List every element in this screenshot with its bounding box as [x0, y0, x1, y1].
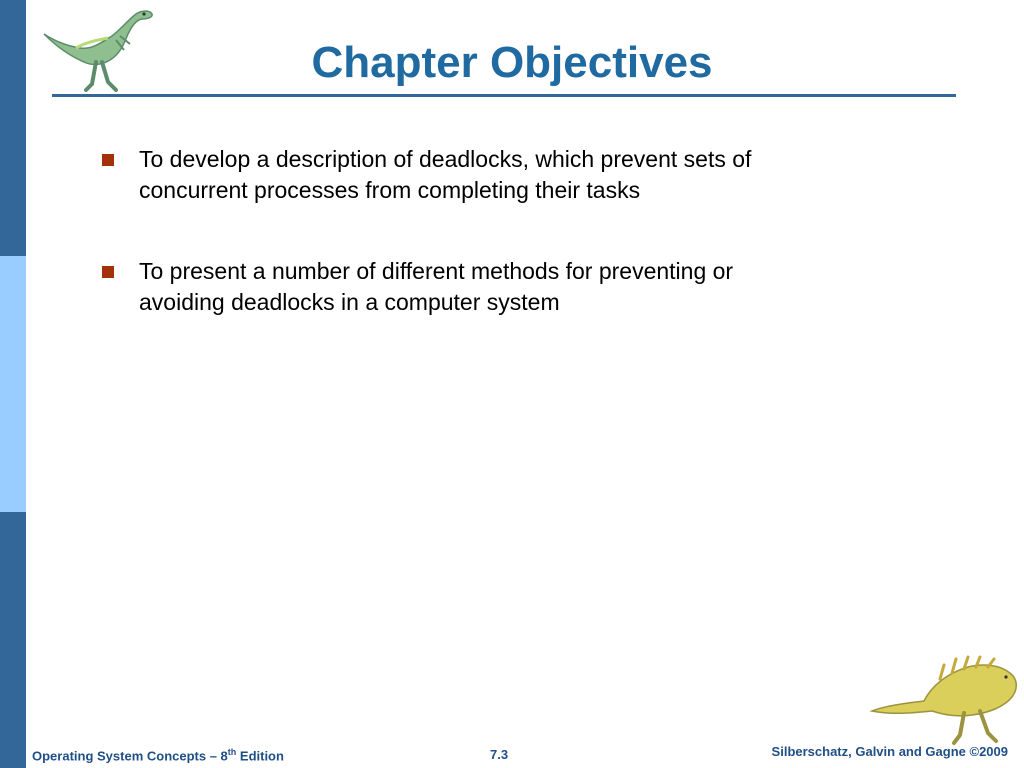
footer-book-title — [32, 747, 284, 763]
footer-book-suffix: Edition — [236, 748, 284, 764]
left-bar-middle-segment — [0, 256, 26, 512]
title-underline — [52, 94, 956, 97]
left-bar-bottom-segment — [0, 512, 26, 768]
dinosaur-bottom-icon — [868, 655, 1020, 747]
bullet-square-icon — [102, 154, 114, 166]
bullet-2-line-1: To present a number of different methods for preventing or — [139, 258, 734, 284]
footer-book-prefix: Operating System Concepts – 8 — [32, 748, 228, 764]
footer-book-sup: th — [227, 747, 237, 757]
slide-title: Chapter Objectives — [311, 38, 713, 87]
footer-authors: Silberschatz, Galvin and Gagne ©2009 — [771, 744, 1008, 759]
footer-page-number: 7.3 — [490, 747, 509, 762]
bullet-2-line-2: avoiding deadlocks in a computer system — [139, 289, 560, 315]
bullet-square-icon — [102, 266, 114, 278]
bullet-1-line-2: concurrent processes from completing their tasks — [139, 177, 641, 203]
bullet-list — [102, 144, 862, 368]
bullet-item-2 — [102, 256, 862, 318]
bullet-1-line-1: To develop a description of deadlocks, which prevent sets of — [139, 146, 752, 172]
bullet-item-1 — [102, 144, 862, 206]
left-color-bar — [0, 0, 26, 768]
